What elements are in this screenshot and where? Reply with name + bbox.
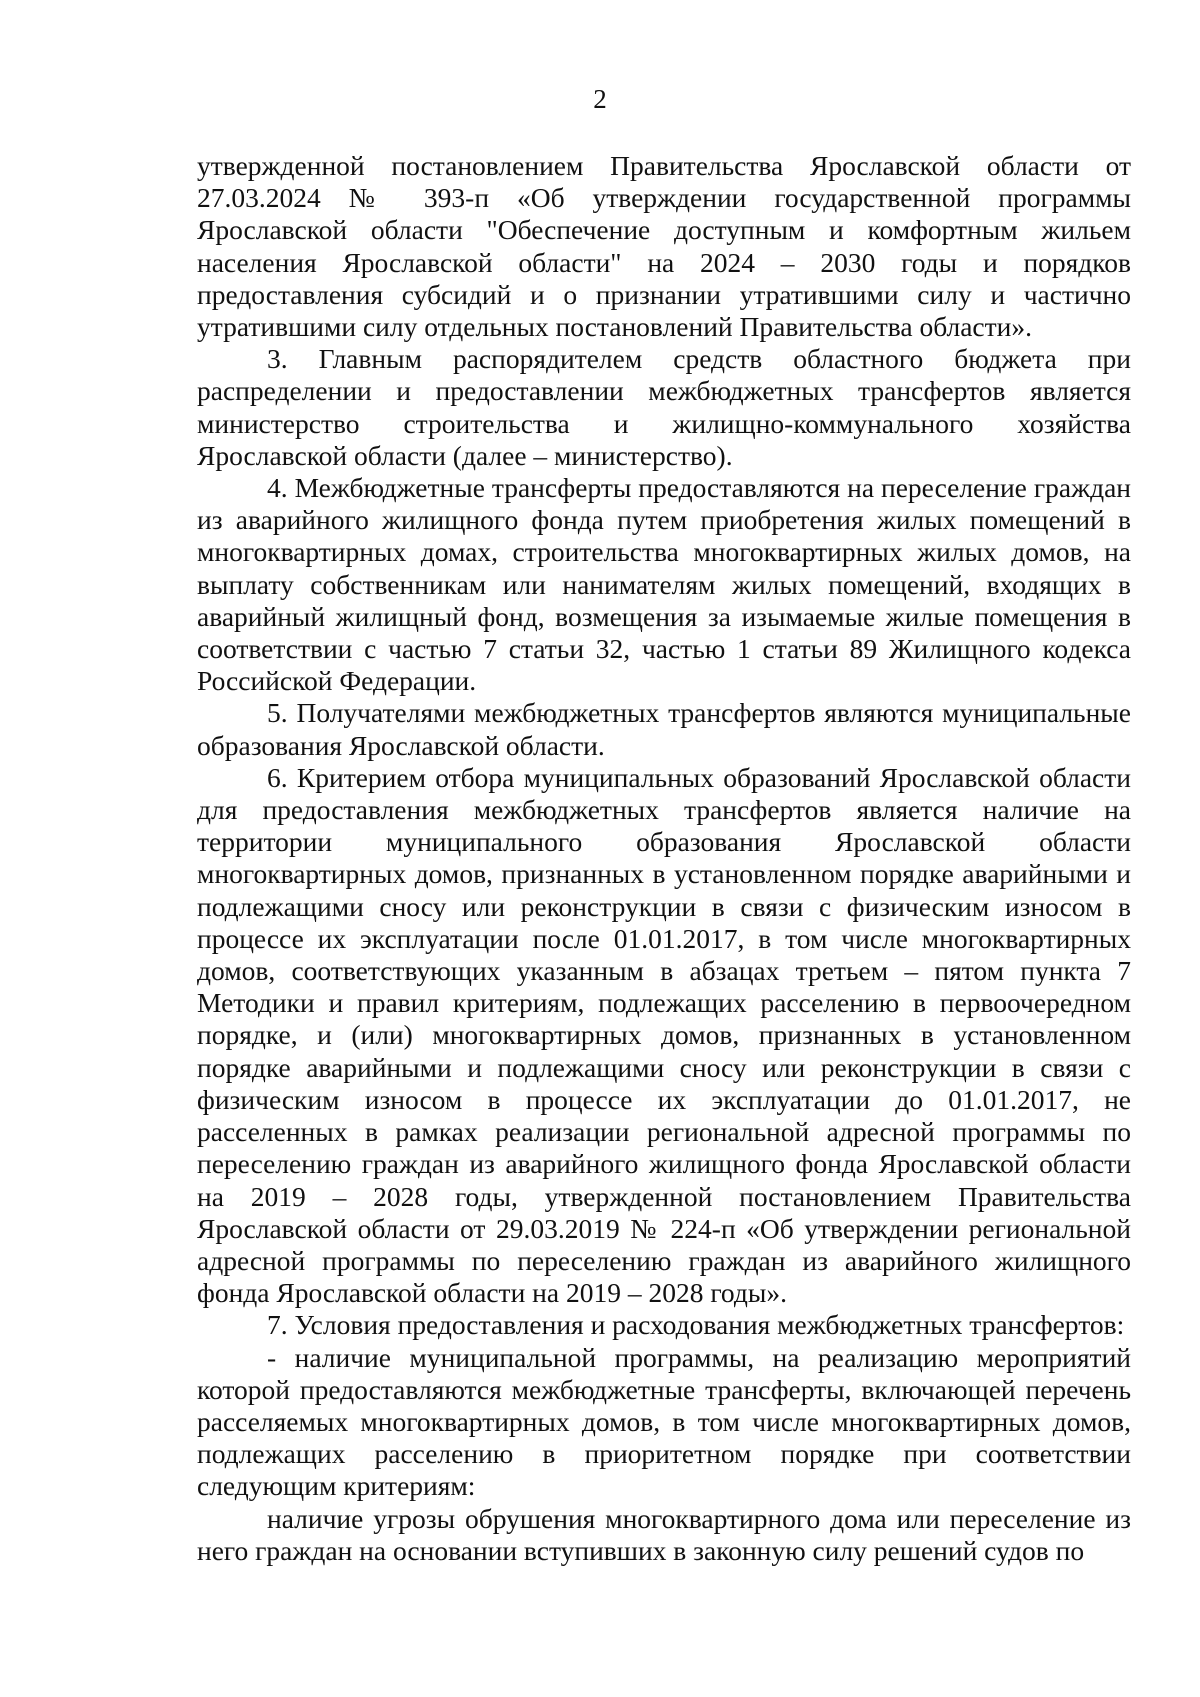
paragraph-item-6: 6. Критерием отбора муниципальных образований Ярославской области для предоставления межбюджетных трансфертов является наличие на территории муниципального образования Ярославской области многоквартирных домов, признанных в установленном порядке аварийными и подлежащими сносу или реконструкции в связи с физическим износом в процессе их эксплуатации после 01.01.2017, в том числе многоквартирных домов, соответствующих указанным в абзацах третьем – пятом пункта 7 Методики и правил критериям, подлежащих расселению в первоочередном порядке, и (или) многоквартирных домов, признанных в установленном порядке аварийными и подлежащими сносу или реконструкции в связи с физическим износом в процессе их эксплуатации до 01.01.2017, не расселенных в рамках реализации региональной адресной программы по переселению граждан из аварийного жилищного фонда Ярославской области на 2019 – 2028 годы, утвержденной постановлением Правительства Ярославской области от 29.03.2019 № 224-п «Об утверждении региональной адресной программы по переселению граждан из аварийного жилищного фонда Ярославской области на 2019 – 2028 годы». — [197, 761, 1131, 1309]
paragraph-item-5: 5. Получателями межбюджетных трансфертов являются муниципальные образования Ярославской области. — [197, 697, 1131, 761]
page-number: 2 — [593, 84, 607, 114]
paragraph-item-3: 3. Главным распорядителем средств областного бюджета при распределении и предоставлении межбюджетных трансфертов является министерство строительства и жилищно-коммунального хозяйства Ярославской области (далее – министерство). — [197, 343, 1131, 471]
paragraph-criterion-collapse: наличие угрозы обрушения многоквартирного дома или переселение из него граждан на основании вступивших в законную силу решений судов по — [197, 1502, 1131, 1566]
paragraph-item-4: 4. Межбюджетные трансферты предоставляются на переселение граждан из аварийного жилищного фонда путем приобретения жилых помещений в многоквартирных домах, строительства многоквартирных жилых домов, на выплату собственникам или нанимателям жилых помещений, входящих в аварийный жилищный фонд, возмещения за изымаемые жилые помещения в соответствии с частью 7 статьи 32, частью 1 статьи 89 Жилищного кодекса Российской Федерации. — [197, 472, 1131, 697]
paragraph-condition-program: - наличие муниципальной программы, на реализацию мероприятий которой предоставляются межбюджетные трансферты, включающей перечень расселяемых многоквартирных домов, в том числе многоквартирных домов, подлежащих расселению в приоритетном порядке при соответствии следующим критериям: — [197, 1341, 1131, 1502]
paragraph-continuation: утвержденной постановлением Правительства Ярославской области от 27.03.2024 № 393-п «Об утверждении государственной программы Ярославской области "Обеспечение доступным и комфортным жильем населения Ярославской области" на 2024 – 2030 годы и порядков предоставления субсидий и о признании утратившими силу и частично утратившими силу отдельных постановлений Правительства области». — [197, 150, 1131, 343]
document-body — [197, 150, 1131, 1567]
paragraph-item-7: 7. Условия предоставления и расходования межбюджетных трансфертов: — [267, 1309, 1125, 1341]
